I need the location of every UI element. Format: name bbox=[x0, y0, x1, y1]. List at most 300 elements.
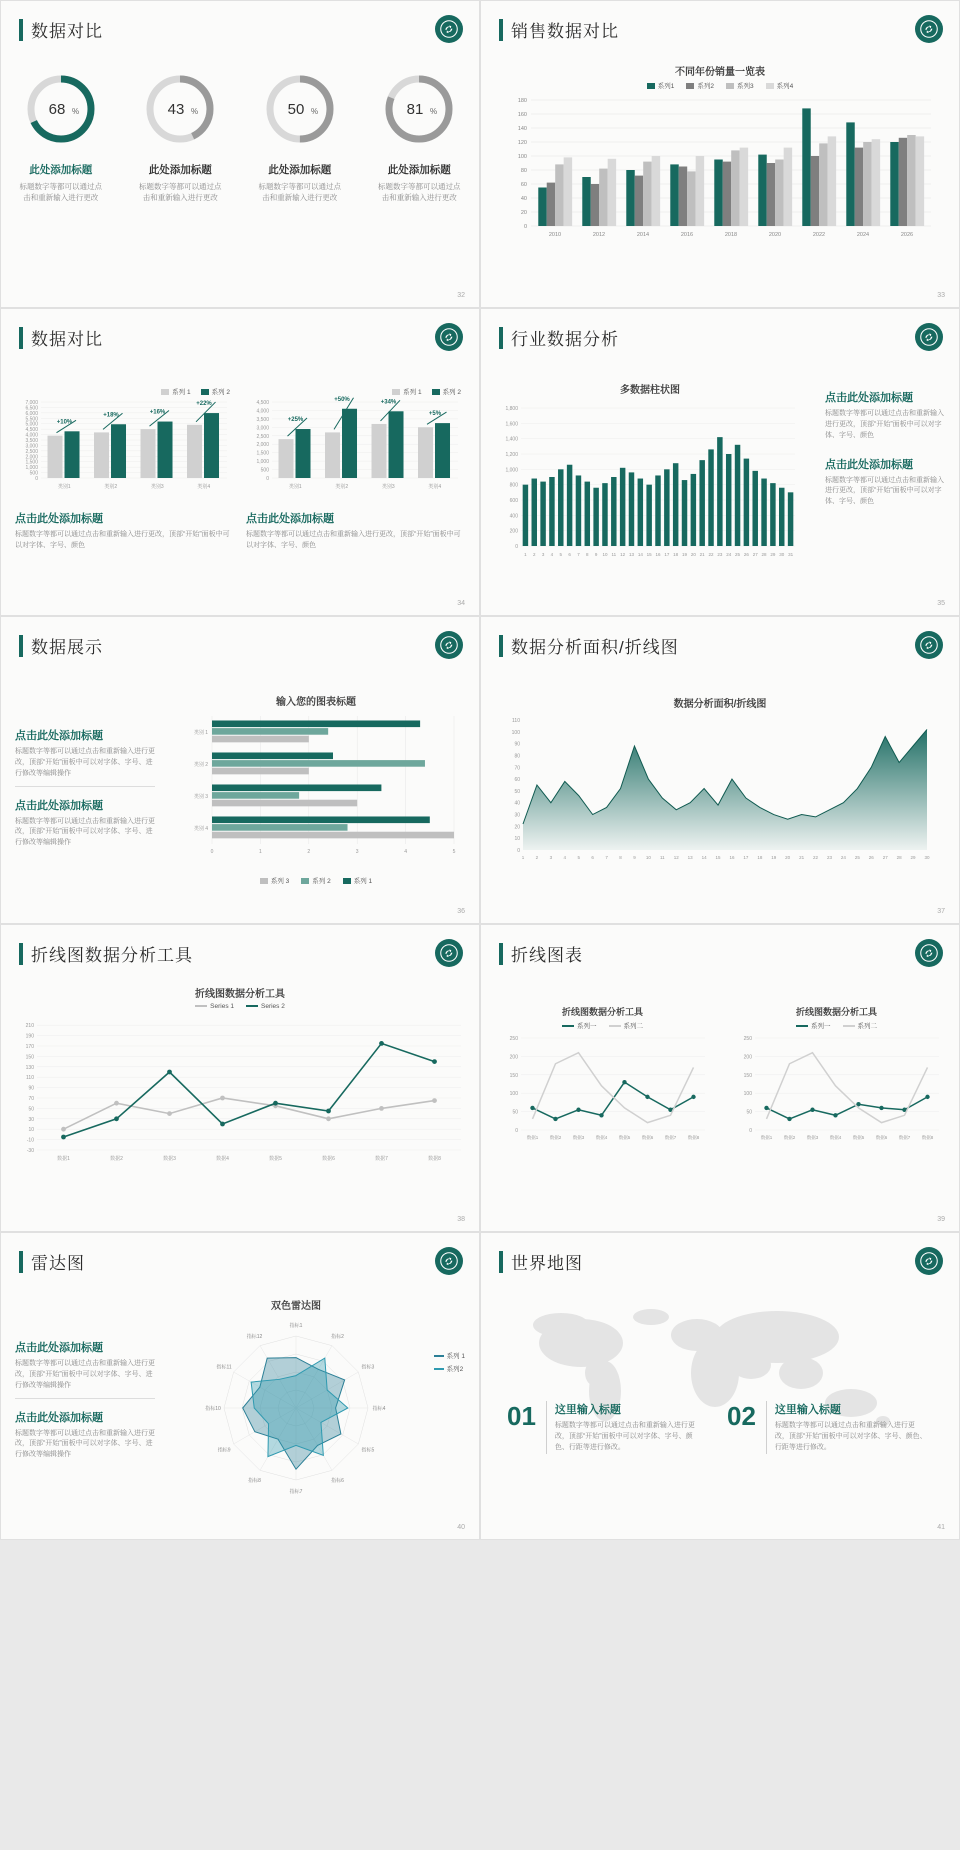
svg-text:3,500: 3,500 bbox=[25, 438, 38, 444]
donut-card bbox=[13, 71, 109, 204]
legend-item: 系列 3 bbox=[260, 876, 289, 885]
svg-text:2: 2 bbox=[535, 855, 539, 860]
svg-text:数据2: 数据2 bbox=[549, 1135, 562, 1140]
legend-item: 系列3 bbox=[726, 81, 754, 90]
svg-text:11: 11 bbox=[611, 552, 617, 557]
chart-legend bbox=[11, 1003, 469, 1010]
chart-legend bbox=[495, 1021, 710, 1030]
svg-text:18: 18 bbox=[673, 552, 679, 557]
svg-text:6,500: 6,500 bbox=[25, 405, 38, 412]
svg-text:10: 10 bbox=[602, 552, 608, 557]
svg-text:4,500: 4,500 bbox=[25, 427, 38, 434]
svg-text:4: 4 bbox=[550, 552, 554, 557]
svg-text:数据5: 数据5 bbox=[618, 1135, 631, 1140]
section-heading: 点击此处添加标题 bbox=[15, 1411, 103, 1424]
svg-text:15: 15 bbox=[715, 855, 721, 860]
horizontal-bar-chart bbox=[166, 708, 466, 868]
svg-text:400: 400 bbox=[509, 513, 518, 520]
section-heading: 点击此处添加标题 bbox=[15, 513, 103, 525]
svg-text:4,000: 4,000 bbox=[25, 432, 38, 439]
svg-text:100: 100 bbox=[509, 1091, 518, 1098]
svg-text:2,500: 2,500 bbox=[25, 448, 38, 455]
donut-heading: 此处添加标题 bbox=[29, 164, 93, 176]
legend-item: 系列 1 bbox=[343, 876, 372, 885]
logo-icon bbox=[915, 631, 943, 659]
section-desc: 标题数字等都可以通过点击和重新输入进行更改，顶部“开始”面板中可以对字体、字号、进行修改等编辑操作 bbox=[15, 748, 155, 777]
title-accent-bar bbox=[19, 635, 23, 657]
svg-text:60: 60 bbox=[520, 182, 527, 188]
svg-text:10: 10 bbox=[645, 855, 651, 860]
svg-text:数据7: 数据7 bbox=[664, 1135, 677, 1140]
svg-text:60: 60 bbox=[514, 777, 520, 784]
svg-text:150: 150 bbox=[25, 1054, 34, 1061]
svg-text:90: 90 bbox=[28, 1085, 34, 1092]
svg-text:50: 50 bbox=[514, 788, 520, 795]
title-accent-bar bbox=[499, 1251, 503, 1273]
svg-text:指标5: 指标5 bbox=[361, 1447, 375, 1454]
donut-unit: % bbox=[191, 107, 199, 116]
svg-text:0: 0 bbox=[35, 476, 38, 482]
svg-text:数据1: 数据1 bbox=[760, 1135, 773, 1140]
svg-text:4,500: 4,500 bbox=[256, 400, 269, 406]
svg-text:31: 31 bbox=[788, 552, 794, 557]
svg-text:7,000: 7,000 bbox=[25, 400, 38, 406]
svg-text:40: 40 bbox=[520, 196, 527, 202]
svg-text:2010: 2010 bbox=[548, 232, 562, 238]
section-desc: 标题数字等都可以通过点击和重新输入进行更改，顶部“开始”面板中可以对字体、字号、进行修改等编辑操作 bbox=[15, 1360, 155, 1389]
svg-text:数据6: 数据6 bbox=[641, 1135, 654, 1140]
item-desc: 标题数字等都可以通过点击和重新输入进行更改，顶部“开始”面板中可以对字体、字号、颜色、行距等进行修改。 bbox=[774, 1422, 927, 1451]
svg-text:50: 50 bbox=[28, 1106, 34, 1113]
logo-icon bbox=[915, 939, 943, 967]
svg-text:类别 3: 类别 3 bbox=[193, 794, 208, 801]
svg-text:0: 0 bbox=[749, 1128, 752, 1134]
svg-text:指标12: 指标12 bbox=[246, 1334, 263, 1341]
svg-text:+10%: +10% bbox=[56, 419, 73, 426]
info-item bbox=[727, 1401, 927, 1454]
title-text: 折线图数据分析工具 bbox=[31, 946, 193, 965]
svg-text:类别 4: 类别 4 bbox=[193, 826, 208, 833]
svg-text:4,000: 4,000 bbox=[256, 408, 269, 415]
svg-text:2018: 2018 bbox=[724, 232, 738, 238]
svg-text:数据2: 数据2 bbox=[783, 1135, 796, 1140]
chart-title: 多数据柱状图 bbox=[620, 385, 680, 396]
logo-icon bbox=[915, 1247, 943, 1275]
svg-text:类别2: 类别2 bbox=[335, 484, 349, 490]
chart-legend bbox=[166, 876, 466, 885]
svg-text:5,000: 5,000 bbox=[25, 421, 38, 428]
donut-desc: 标题数字等都可以通过点击和重新输入进行更改 bbox=[139, 182, 222, 203]
svg-text:+50%: +50% bbox=[334, 396, 350, 403]
title-accent-bar bbox=[19, 19, 23, 41]
donut-value: 50 bbox=[287, 101, 305, 118]
donut-unit: % bbox=[71, 107, 79, 116]
svg-text:数据6: 数据6 bbox=[322, 1156, 335, 1162]
svg-text:+18%: +18% bbox=[103, 412, 119, 419]
svg-text:-10: -10 bbox=[26, 1137, 34, 1144]
svg-text:4: 4 bbox=[563, 855, 567, 860]
svg-text:3: 3 bbox=[549, 855, 553, 860]
section-heading: 点击此处添加标题 bbox=[825, 392, 913, 404]
legend-item: 系列2 bbox=[434, 1364, 465, 1373]
radar-chart bbox=[171, 1312, 421, 1507]
donut-unit: % bbox=[430, 107, 438, 116]
logo-icon bbox=[435, 1247, 463, 1275]
svg-text:1,000: 1,000 bbox=[505, 467, 518, 474]
svg-text:80: 80 bbox=[520, 168, 527, 174]
legend-item: 系列1 bbox=[647, 81, 675, 90]
page-number: 34 bbox=[457, 600, 465, 607]
svg-text:14: 14 bbox=[701, 855, 707, 860]
logo-icon bbox=[435, 939, 463, 967]
svg-text:25: 25 bbox=[854, 855, 860, 860]
svg-text:2: 2 bbox=[533, 552, 536, 557]
donut-group bbox=[1, 71, 479, 204]
svg-text:250: 250 bbox=[509, 1036, 518, 1042]
logo-icon bbox=[915, 15, 943, 43]
svg-text:19: 19 bbox=[771, 855, 777, 860]
section-heading: 点击此处添加标题 bbox=[15, 799, 103, 812]
svg-text:数据1: 数据1 bbox=[526, 1135, 539, 1140]
logo-icon bbox=[435, 323, 463, 351]
svg-text:1,500: 1,500 bbox=[256, 450, 269, 457]
page-number: 40 bbox=[457, 1524, 465, 1531]
donut-heading: 此处添加标题 bbox=[148, 164, 212, 176]
section-desc: 标题数字等都可以通过点击和重新输入进行更改，顶部“开始”面板中可以对字体、字号、颜色 bbox=[246, 531, 461, 549]
svg-text:10: 10 bbox=[514, 836, 520, 843]
legend-item: 系列 2 bbox=[201, 387, 230, 396]
svg-text:类别 2: 类别 2 bbox=[193, 762, 208, 769]
page-title bbox=[499, 325, 619, 350]
page-number: 36 bbox=[457, 908, 465, 915]
donut-value: 43 bbox=[167, 101, 185, 118]
svg-text:-30: -30 bbox=[26, 1148, 34, 1154]
section-desc: 标题数字等都可以通过点击和重新输入进行更改，顶部“开始”面板中可以对字体、字号、颜色 bbox=[825, 410, 944, 439]
donut-unit: % bbox=[310, 107, 318, 116]
legend-item: 系列二 bbox=[609, 1021, 644, 1030]
svg-text:30: 30 bbox=[28, 1116, 34, 1123]
logo-icon bbox=[435, 15, 463, 43]
svg-text:3,500: 3,500 bbox=[256, 416, 269, 423]
svg-text:50: 50 bbox=[746, 1109, 752, 1116]
page-number: 39 bbox=[937, 1216, 945, 1223]
legend-item: 系列 1 bbox=[161, 387, 190, 396]
svg-text:类别3: 类别3 bbox=[381, 484, 395, 490]
svg-text:23: 23 bbox=[826, 855, 832, 860]
svg-text:190: 190 bbox=[25, 1033, 34, 1040]
svg-text:13: 13 bbox=[687, 855, 693, 860]
svg-text:2014: 2014 bbox=[636, 232, 650, 238]
donut-desc: 标题数字等都可以通过点击和重新输入进行更改 bbox=[378, 182, 461, 203]
chart-title: 数据分析面积/折线图 bbox=[673, 699, 767, 710]
section-heading: 点击此处添加标题 bbox=[15, 730, 103, 742]
svg-text:24: 24 bbox=[726, 552, 732, 557]
slide-32 bbox=[0, 0, 480, 308]
svg-text:250: 250 bbox=[743, 1036, 752, 1042]
page-title bbox=[19, 633, 103, 658]
svg-text:数据3: 数据3 bbox=[572, 1135, 585, 1140]
svg-text:20: 20 bbox=[785, 855, 791, 860]
svg-text:指标2: 指标2 bbox=[331, 1334, 344, 1341]
svg-text:160: 160 bbox=[517, 112, 527, 118]
svg-text:23: 23 bbox=[717, 552, 723, 557]
divider bbox=[15, 786, 155, 787]
svg-text:2: 2 bbox=[307, 849, 311, 855]
svg-text:18: 18 bbox=[757, 855, 763, 860]
chart-title: 不同年份销量一览表 bbox=[675, 67, 765, 78]
svg-text:指标4: 指标4 bbox=[372, 1406, 386, 1412]
svg-text:1,000: 1,000 bbox=[256, 459, 269, 466]
svg-text:指标1: 指标1 bbox=[289, 1323, 303, 1329]
title-accent-bar bbox=[19, 943, 23, 965]
svg-text:30: 30 bbox=[514, 812, 520, 819]
title-text: 数据对比 bbox=[31, 22, 103, 41]
svg-text:1: 1 bbox=[259, 849, 262, 855]
svg-text:6: 6 bbox=[591, 855, 594, 860]
legend-item: 系列一 bbox=[796, 1021, 831, 1030]
page-number: 35 bbox=[937, 600, 945, 607]
svg-text:7: 7 bbox=[605, 855, 608, 860]
svg-text:0: 0 bbox=[517, 848, 520, 854]
slide-34 bbox=[0, 308, 480, 616]
svg-text:7: 7 bbox=[577, 552, 580, 557]
svg-text:20: 20 bbox=[690, 552, 696, 557]
slide-40 bbox=[0, 1232, 480, 1540]
page-title bbox=[19, 17, 103, 42]
svg-text:类别3: 类别3 bbox=[150, 484, 164, 490]
svg-text:5: 5 bbox=[559, 552, 563, 557]
svg-text:80: 80 bbox=[514, 753, 520, 760]
slide-36 bbox=[0, 616, 480, 924]
title-text: 雷达图 bbox=[31, 1254, 85, 1273]
legend-item: 系列2 bbox=[686, 81, 714, 90]
svg-text:70: 70 bbox=[28, 1096, 34, 1102]
svg-text:6: 6 bbox=[568, 552, 571, 557]
svg-text:数据5: 数据5 bbox=[269, 1156, 282, 1162]
svg-text:类别 1: 类别 1 bbox=[193, 730, 208, 737]
svg-text:2,500: 2,500 bbox=[256, 433, 269, 440]
title-text: 行业数据分析 bbox=[511, 330, 619, 349]
svg-text:26: 26 bbox=[868, 855, 874, 860]
svg-text:3: 3 bbox=[355, 849, 359, 855]
svg-text:10: 10 bbox=[28, 1127, 34, 1134]
title-accent-bar bbox=[499, 635, 503, 657]
item-number: 02 bbox=[727, 1401, 756, 1431]
svg-text:19: 19 bbox=[682, 552, 688, 557]
slide-33 bbox=[480, 0, 960, 308]
svg-text:200: 200 bbox=[509, 528, 518, 535]
line-chart-right bbox=[729, 1030, 944, 1160]
svg-text:130: 130 bbox=[25, 1064, 34, 1071]
info-item bbox=[507, 1401, 697, 1454]
page-title bbox=[499, 17, 619, 42]
svg-text:27: 27 bbox=[752, 552, 758, 557]
svg-text:类别4: 类别4 bbox=[428, 484, 442, 490]
svg-text:1,400: 1,400 bbox=[505, 436, 518, 443]
line-chart bbox=[11, 1010, 471, 1185]
svg-text:170: 170 bbox=[25, 1044, 34, 1050]
svg-text:21: 21 bbox=[799, 855, 805, 860]
svg-text:12: 12 bbox=[620, 552, 626, 557]
svg-text:9: 9 bbox=[633, 855, 636, 860]
svg-text:2026: 2026 bbox=[900, 232, 914, 238]
section-heading: 点击此处添加标题 bbox=[246, 513, 334, 525]
svg-text:200: 200 bbox=[743, 1054, 752, 1061]
svg-text:类别4: 类别4 bbox=[197, 484, 211, 490]
page-number: 32 bbox=[457, 292, 465, 299]
svg-text:数据3: 数据3 bbox=[163, 1156, 176, 1162]
svg-text:指标11: 指标11 bbox=[216, 1364, 232, 1371]
legend-item: 系列 1 bbox=[392, 387, 421, 396]
svg-text:指标9: 指标9 bbox=[217, 1447, 231, 1454]
svg-text:2016: 2016 bbox=[680, 232, 694, 238]
svg-text:22: 22 bbox=[813, 855, 819, 860]
svg-text:0: 0 bbox=[210, 849, 214, 855]
svg-text:6,000: 6,000 bbox=[25, 410, 38, 417]
section-desc: 标题数字等都可以通过点击和重新输入进行更改，顶部“开始”面板中可以对字体、字号、颜色 bbox=[825, 476, 944, 506]
svg-text:90: 90 bbox=[514, 741, 520, 748]
svg-text:100: 100 bbox=[517, 154, 527, 160]
area-chart bbox=[497, 710, 937, 885]
svg-text:5,500: 5,500 bbox=[25, 416, 38, 423]
svg-text:5: 5 bbox=[577, 855, 580, 860]
svg-text:100: 100 bbox=[743, 1091, 752, 1098]
title-accent-bar bbox=[499, 943, 503, 965]
title-text: 折线图表 bbox=[511, 946, 583, 965]
svg-text:70: 70 bbox=[514, 765, 520, 772]
slide-37 bbox=[480, 616, 960, 924]
svg-text:1,000: 1,000 bbox=[25, 465, 38, 472]
chart-legend bbox=[15, 387, 230, 396]
bar-chart-left bbox=[15, 396, 230, 501]
line-chart-left bbox=[495, 1030, 710, 1160]
svg-text:+25%: +25% bbox=[287, 417, 304, 424]
donut-card bbox=[252, 71, 348, 204]
page-title bbox=[19, 325, 103, 350]
donut-value: 68 bbox=[48, 101, 66, 118]
svg-text:数据8: 数据8 bbox=[428, 1156, 441, 1162]
chart-legend bbox=[729, 1021, 944, 1030]
svg-text:24: 24 bbox=[840, 855, 846, 860]
donut-heading: 此处添加标题 bbox=[387, 164, 451, 176]
page-number: 41 bbox=[937, 1524, 945, 1531]
item-desc: 标题数字等都可以通过点击和重新输入进行更改，顶部“开始”面板中可以对字体、字号、颜色、行距等进行修改。 bbox=[554, 1422, 695, 1451]
title-text: 数据对比 bbox=[31, 330, 103, 349]
bar-chart bbox=[495, 396, 805, 576]
svg-text:29: 29 bbox=[770, 552, 776, 557]
item-heading: 这里输入标题 bbox=[554, 1404, 621, 1416]
svg-text:16: 16 bbox=[655, 552, 661, 557]
svg-text:21: 21 bbox=[699, 552, 705, 557]
legend-item: 系列 2 bbox=[432, 387, 461, 396]
title-text: 数据分析面积/折线图 bbox=[511, 638, 679, 657]
svg-text:类别2: 类别2 bbox=[104, 484, 118, 490]
svg-text:+22%: +22% bbox=[196, 401, 212, 408]
svg-text:40: 40 bbox=[514, 800, 520, 807]
svg-text:2024: 2024 bbox=[856, 232, 870, 238]
svg-text:3: 3 bbox=[541, 552, 545, 557]
donut-heading: 此处添加标题 bbox=[268, 164, 332, 176]
legend-item: Series 1 bbox=[195, 1003, 234, 1010]
legend-item: Series 2 bbox=[246, 1003, 285, 1010]
svg-text:数据8: 数据8 bbox=[921, 1135, 934, 1140]
svg-text:数据2: 数据2 bbox=[110, 1156, 123, 1162]
donut-card bbox=[132, 71, 228, 204]
svg-text:200: 200 bbox=[509, 1054, 518, 1061]
logo-icon bbox=[915, 323, 943, 351]
svg-text:100: 100 bbox=[511, 729, 520, 736]
item-number: 01 bbox=[507, 1401, 536, 1431]
svg-text:3,000: 3,000 bbox=[25, 443, 38, 450]
page-number: 38 bbox=[457, 1216, 465, 1223]
svg-text:28: 28 bbox=[761, 552, 767, 557]
svg-text:1,600: 1,600 bbox=[505, 421, 518, 428]
svg-text:27: 27 bbox=[882, 855, 888, 860]
svg-text:1,200: 1,200 bbox=[505, 452, 518, 458]
svg-text:16: 16 bbox=[729, 855, 735, 860]
svg-text:1,800: 1,800 bbox=[505, 406, 518, 412]
svg-text:15: 15 bbox=[646, 552, 652, 557]
donut-desc: 标题数字等都可以通过点击和重新输入进行更改 bbox=[19, 182, 102, 203]
svg-text:5: 5 bbox=[452, 849, 456, 855]
title-text: 销售数据对比 bbox=[511, 22, 619, 41]
svg-text:13: 13 bbox=[628, 552, 634, 557]
page-number: 33 bbox=[937, 292, 945, 299]
svg-text:110: 110 bbox=[26, 1075, 34, 1082]
svg-text:210: 210 bbox=[25, 1023, 34, 1030]
svg-text:指标10: 指标10 bbox=[205, 1406, 221, 1412]
donut-card bbox=[371, 71, 467, 204]
section-desc: 标题数字等都可以通过点击和重新输入进行更改，顶部“开始”面板中可以对字体、字号、颜色 bbox=[15, 531, 230, 549]
slide-41 bbox=[480, 1232, 960, 1540]
svg-text:2020: 2020 bbox=[768, 232, 782, 238]
svg-text:0: 0 bbox=[515, 1128, 518, 1134]
svg-text:指标6: 指标6 bbox=[331, 1477, 344, 1484]
svg-text:150: 150 bbox=[509, 1072, 518, 1079]
svg-text:1: 1 bbox=[524, 552, 527, 557]
svg-text:0: 0 bbox=[515, 544, 518, 550]
svg-text:数据8: 数据8 bbox=[687, 1135, 700, 1140]
svg-text:25: 25 bbox=[735, 552, 741, 557]
svg-text:140: 140 bbox=[517, 126, 527, 132]
page-title bbox=[499, 633, 679, 658]
svg-text:数据5: 数据5 bbox=[852, 1135, 865, 1140]
title-accent-bar bbox=[19, 1251, 23, 1273]
svg-text:数据4: 数据4 bbox=[595, 1135, 608, 1140]
svg-text:9: 9 bbox=[594, 552, 598, 557]
svg-text:50: 50 bbox=[512, 1109, 518, 1116]
svg-text:14: 14 bbox=[637, 552, 643, 557]
legend-item: 系列二 bbox=[843, 1021, 878, 1030]
svg-text:28: 28 bbox=[896, 855, 902, 860]
item-heading: 这里输入标题 bbox=[774, 1404, 841, 1416]
svg-text:指标7: 指标7 bbox=[289, 1489, 303, 1495]
svg-text:500: 500 bbox=[29, 470, 38, 477]
svg-text:2012: 2012 bbox=[592, 232, 606, 238]
title-accent-bar bbox=[19, 327, 23, 349]
chart-title: 折线图数据分析工具 bbox=[795, 1007, 877, 1017]
svg-text:+5%: +5% bbox=[428, 411, 442, 418]
donut-value: 81 bbox=[406, 101, 424, 118]
page-number: 37 bbox=[937, 908, 945, 915]
svg-text:4: 4 bbox=[404, 849, 407, 855]
page-title bbox=[499, 941, 583, 966]
svg-text:数据1: 数据1 bbox=[57, 1156, 70, 1162]
svg-text:30: 30 bbox=[924, 855, 930, 860]
title-text: 世界地图 bbox=[511, 1254, 583, 1273]
svg-text:指标3: 指标3 bbox=[361, 1364, 375, 1371]
svg-text:150: 150 bbox=[743, 1072, 752, 1079]
